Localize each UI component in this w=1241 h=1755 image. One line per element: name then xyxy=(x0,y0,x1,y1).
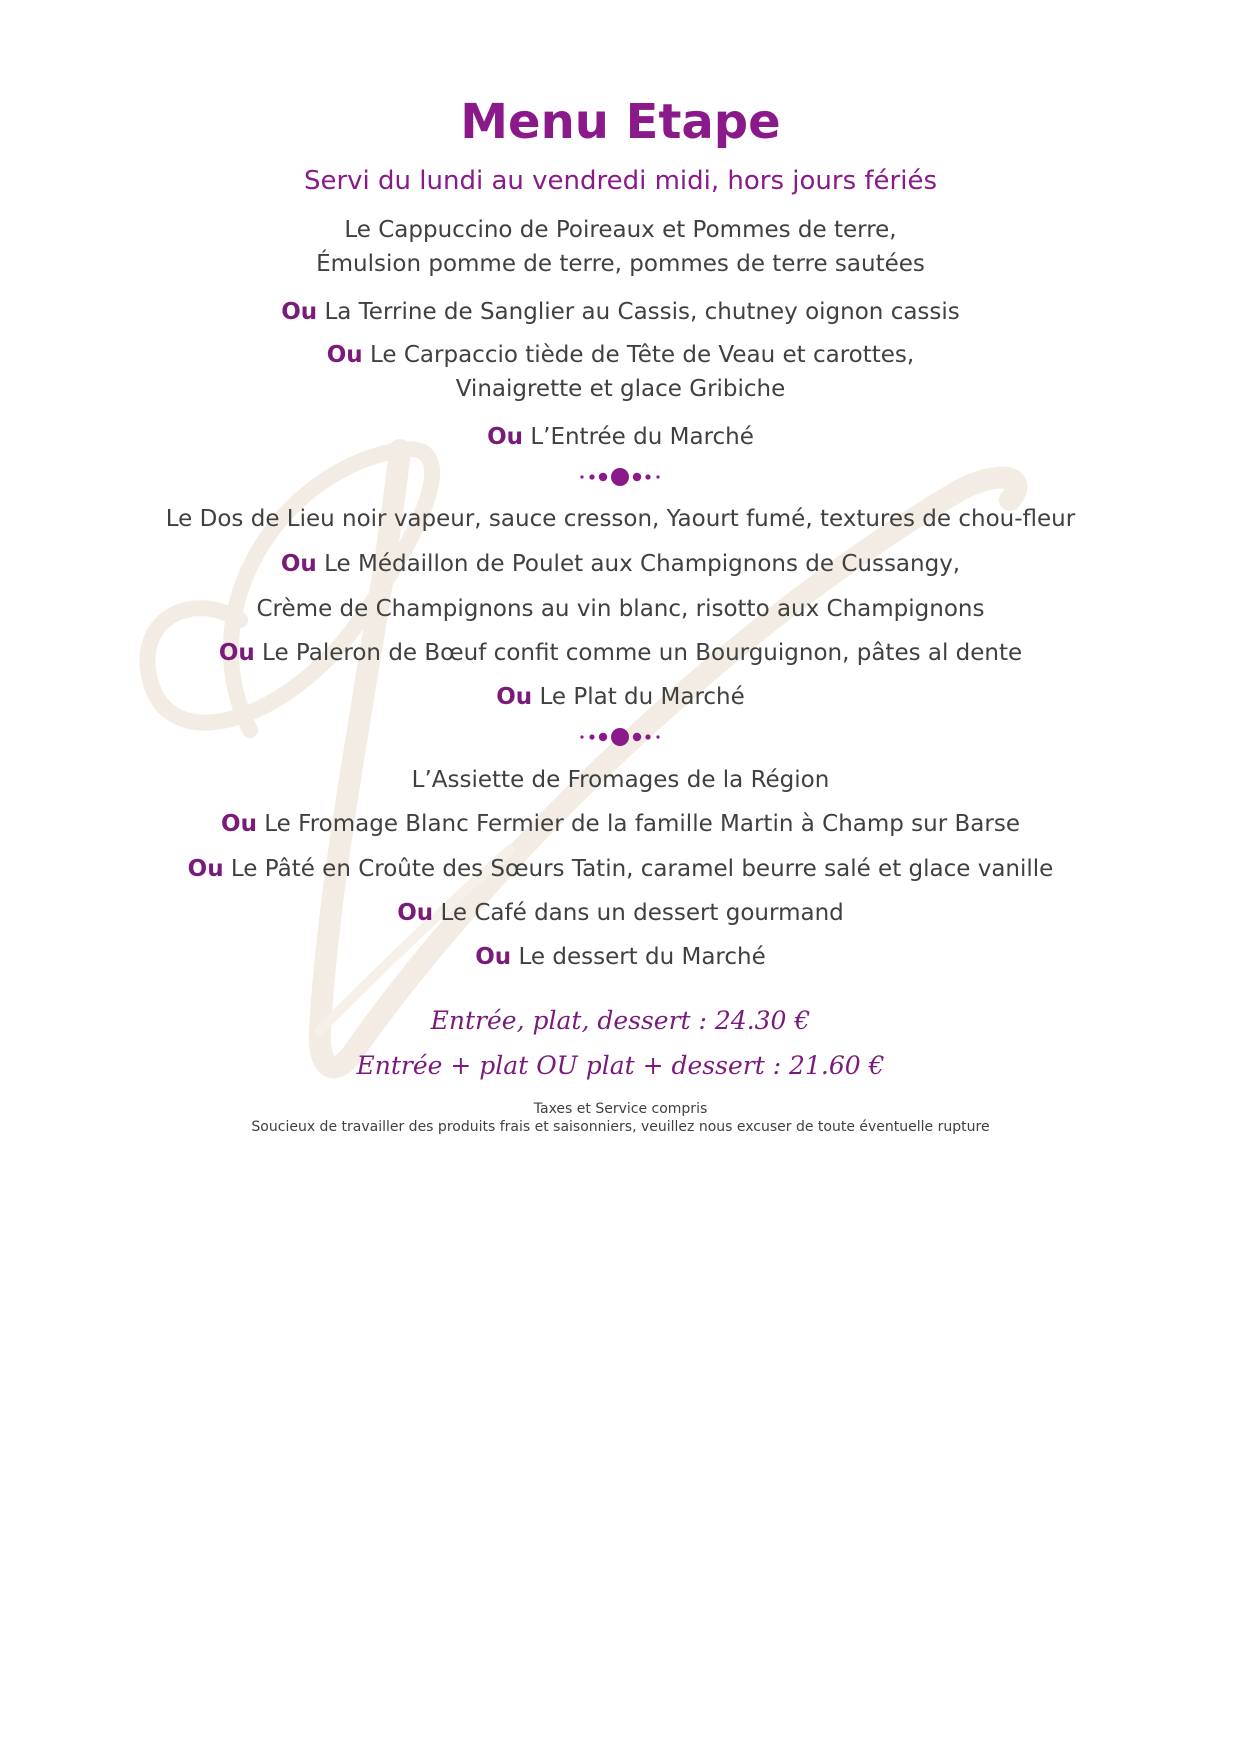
dessert-line: Ou Le Fromage Blanc Fermier de la famille Martin à Champ sur Barse xyxy=(221,811,1020,837)
main-line: Le Dos de Lieu noir vapeur, sauce cresson, Yaourt fumé, textures de chou-fleur xyxy=(165,506,1076,532)
main-line: Ou Le Médaillon de Poulet aux Champignons de Cussangy, xyxy=(280,551,961,577)
taxes-note: Taxes et Service compris xyxy=(533,1101,708,1117)
dessert-line: Ou Le Café dans un dessert gourmand xyxy=(397,900,844,926)
starter-line: Émulsion pomme de terre, pommes de terre sautées xyxy=(316,251,925,277)
starter-line: Vinaigrette et glace Gribiche xyxy=(455,376,786,402)
price-full-menu: Entrée, plat, dessert : 24.30 € xyxy=(430,1006,811,1035)
dessert-line: Ou Le dessert du Marché xyxy=(475,944,766,970)
starter-line: Ou L’Entrée du Marché xyxy=(487,424,754,450)
starter-line: Ou La Terrine de Sanglier au Cassis, chutney oignon cassis xyxy=(281,299,960,325)
dot-ornament-icon xyxy=(570,725,670,749)
starter-line: Le Cappuccino de Poireaux et Pommes de terre, xyxy=(344,217,897,243)
freshness-note: Soucieux de travailler des produits frais et saisonniers, veuillez nous excuser de toute éventuelle rupture xyxy=(251,1119,990,1135)
dessert-line: Ou Le Pâté en Croûte des Sœurs Tatin, caramel beurre salé et glace vanille xyxy=(187,856,1054,882)
menu-subtitle: Servi du lundi au vendredi midi, hors jours fériés xyxy=(303,166,938,196)
main-line: Crème de Champignons au vin blanc, risotto aux Champignons xyxy=(256,596,985,622)
price-two-courses: Entrée + plat OU plat + dessert : 21.60 € xyxy=(356,1051,885,1080)
menu-title: Menu Etape xyxy=(460,94,781,150)
starter-line: Ou Le Carpaccio tiède de Tête de Veau et carottes, xyxy=(326,342,915,368)
dessert-line: L’Assiette de Fromages de la Région xyxy=(411,767,830,793)
dot-ornament-icon xyxy=(570,465,670,489)
main-line: Ou Le Paleron de Bœuf confit comme un Bourguignon, pâtes al dente xyxy=(218,640,1023,666)
main-line: Ou Le Plat du Marché xyxy=(496,684,745,710)
